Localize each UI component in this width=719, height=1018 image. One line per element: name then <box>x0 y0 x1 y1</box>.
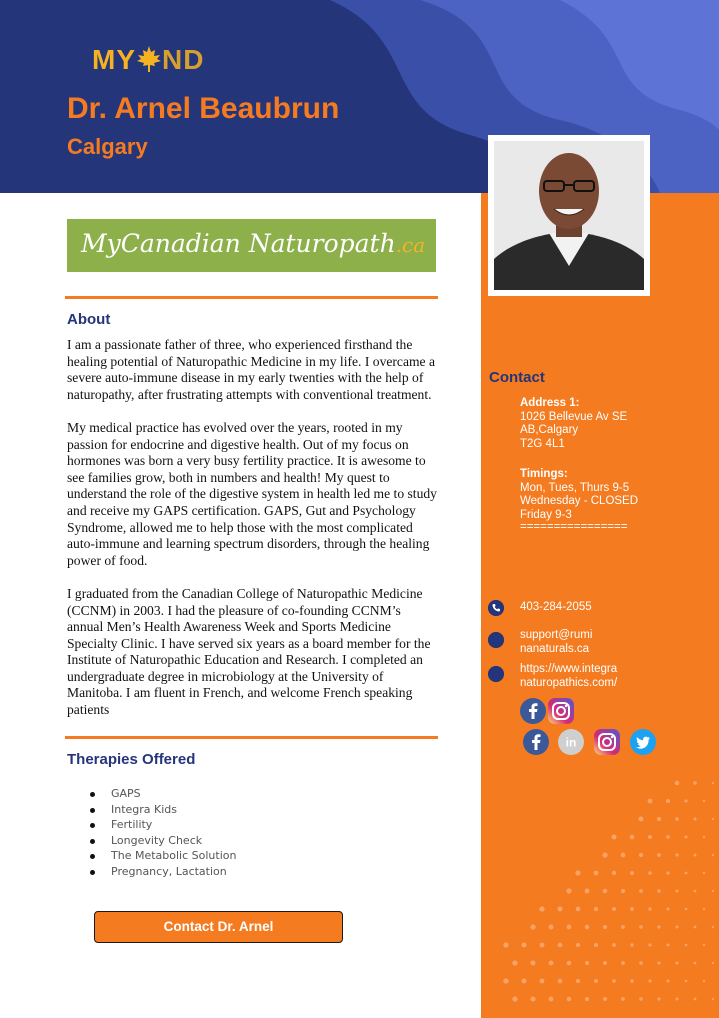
list-item: Integra Kids <box>90 802 236 818</box>
therapies-heading: Therapies Offered <box>67 751 196 768</box>
portrait-image <box>494 141 644 290</box>
about-top-divider <box>65 296 438 299</box>
email-line: support@rumi <box>520 629 593 641</box>
facebook-icon[interactable] <box>520 698 546 724</box>
about-paragraph-1: I am a passionate father of three, who experienced firsthand the healing potential of Naturopathic Medicine in my life. I overcame a severe auto-immune disease in my early twenties with the help of naturopathy, after frustrating attempts with conventional treatment. <box>67 337 436 402</box>
doctor-name: Dr. Arnel Beaubrun <box>67 92 340 125</box>
address-line: T2G 4L1 <box>520 437 565 450</box>
dot-pattern-decoration <box>481 193 719 1018</box>
about-paragraph-3: I graduated from the Canadian College of Naturopathic Medicine (CCNM) in 2003. I had the pleasure of co-founding CCNM’s annual Men’s Health Awareness Week and Sports Medicine Specialty Clinic. I have served six years as a board member for the Institute of Naturopathic Education and Research. I completed an undergraduate degree in microbiology at the University of Manitoba. I am fluent in French, and welcome French speaking patients <box>67 585 431 718</box>
doctor-photo <box>488 135 650 296</box>
contact-panel-background <box>481 193 719 1018</box>
about-paragraph-2: My medical practice has evolved over the years, rooted in my passion for endocrine and digestive health. Out of my focus on hormones was born a very busy fertility practice. It is awesome to see families grow, both in numbers and health! My quest to understand the role of the digestive system in health led me to study and receive my GAPS certification. GAPS, Gut and Psychology Syndrome, allowed me to help those with the most complicated auto-immune and learning spectrum disorders, through the healing power of food. <box>67 419 437 568</box>
list-item: The Metabolic Solution <box>90 848 236 864</box>
address-line: AB,Calgary <box>520 424 579 436</box>
timings-label: Timings: <box>520 468 568 480</box>
svg-text:in: in <box>565 735 577 750</box>
phone-link[interactable]: 403-284-2055 <box>520 601 592 613</box>
address-line: 1026 Bellevue Av SE <box>520 410 628 423</box>
linkedin-icon[interactable] <box>558 729 584 755</box>
timings-block <box>520 468 638 522</box>
mycanadiannaturopath-banner <box>67 219 436 272</box>
website-line: https://www.integra <box>520 663 618 675</box>
facebook-icon[interactable] <box>523 729 549 755</box>
phone-icon <box>488 600 504 616</box>
logo-text-my: MY <box>92 44 136 75</box>
list-item: GAPS <box>90 786 236 802</box>
instagram-icon[interactable] <box>594 729 620 755</box>
banner-suffix-text: .ca <box>395 233 426 257</box>
therapies-list <box>90 786 236 880</box>
banner-main-text: MyCanadian Naturopath <box>81 229 396 258</box>
globe-icon <box>488 666 504 682</box>
twitter-icon[interactable] <box>630 729 656 755</box>
email-icon <box>488 632 504 648</box>
timings-line: Friday 9-3 <box>520 508 572 521</box>
about-heading: About <box>67 311 111 328</box>
list-item: Pregnancy, Lactation <box>90 864 236 880</box>
maple-leaf-icon <box>137 46 161 79</box>
doctor-city: Calgary <box>67 134 148 159</box>
website-link[interactable] <box>520 663 617 690</box>
email-line: nanaturals.ca <box>520 642 590 655</box>
list-item: Fertility <box>90 817 236 833</box>
timings-line: Wednesday - CLOSED <box>520 495 639 507</box>
about-body <box>67 337 439 719</box>
timings-line: Mon, Tues, Thurs 9-5 <box>520 481 630 494</box>
address-block <box>520 397 627 451</box>
mynd-logo <box>92 44 204 79</box>
instagram-icon[interactable] <box>548 698 574 724</box>
website-line: naturopathics.com/ <box>520 676 618 689</box>
list-item: Longevity Check <box>90 833 236 849</box>
logo-text-nd: ND <box>162 44 205 75</box>
email-link[interactable] <box>520 629 592 656</box>
therapies-top-divider <box>65 736 438 739</box>
contact-doctor-button[interactable]: Contact Dr. Arnel <box>94 911 343 943</box>
separator-line: ================ <box>520 521 628 533</box>
address-label: Address 1: <box>520 397 580 409</box>
contact-heading: Contact <box>489 369 545 386</box>
